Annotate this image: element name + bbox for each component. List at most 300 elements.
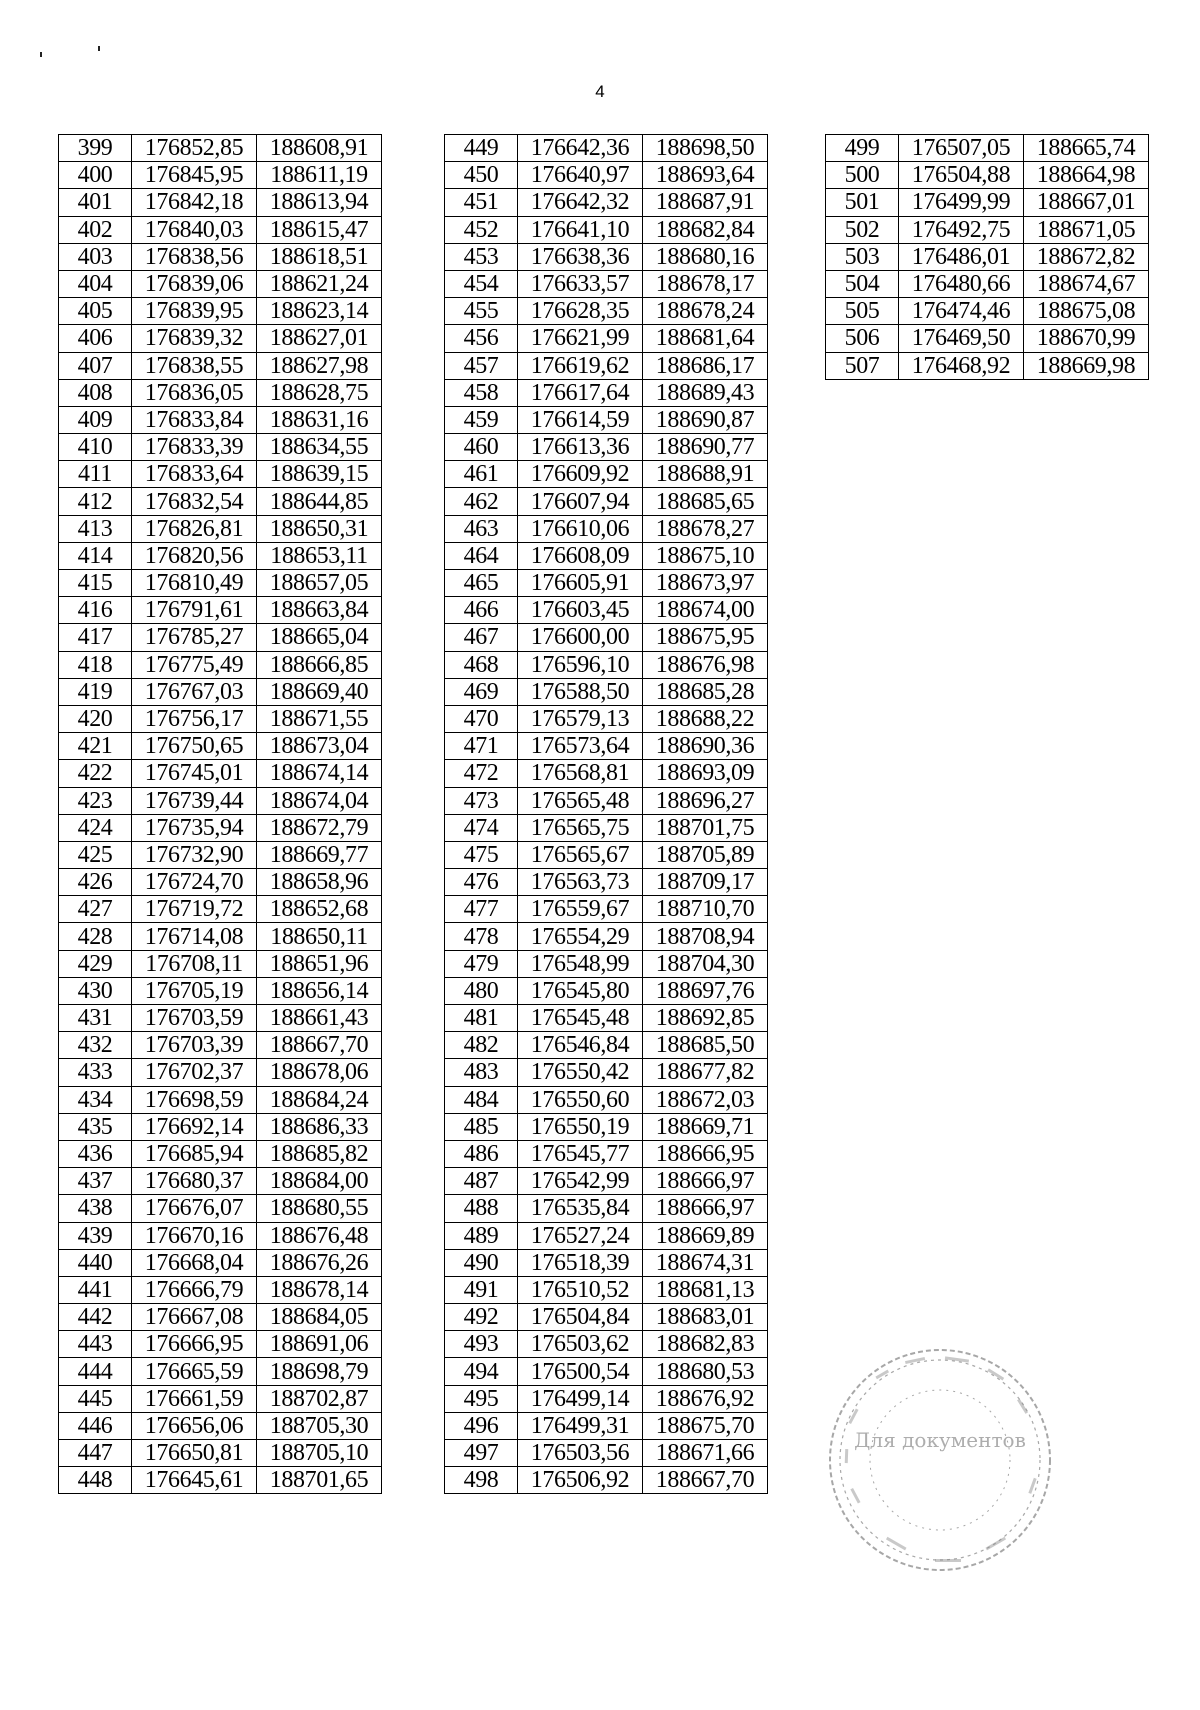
table-row	[445, 1168, 768, 1195]
table-row	[445, 243, 768, 270]
x-coordinate-cell: 176613,36	[518, 434, 643, 461]
table-row	[445, 434, 768, 461]
x-coordinate-cell: 176621,99	[518, 325, 643, 352]
table-row	[59, 1195, 382, 1222]
scan-speck	[98, 46, 100, 51]
table-row	[826, 298, 1149, 325]
point-number-cell: 494	[445, 1358, 518, 1385]
x-coordinate-cell: 176852,85	[132, 135, 257, 162]
x-coordinate-cell: 176603,45	[518, 597, 643, 624]
point-number-cell: 408	[59, 379, 132, 406]
x-coordinate-cell: 176550,19	[518, 1113, 643, 1140]
x-coordinate-cell: 176545,48	[518, 1005, 643, 1032]
page-number: 4	[595, 82, 605, 101]
point-number-cell: 481	[445, 1005, 518, 1032]
y-coordinate-cell: 188675,70	[643, 1412, 768, 1439]
point-number-cell: 464	[445, 542, 518, 569]
table-row	[59, 1222, 382, 1249]
point-number-cell: 432	[59, 1032, 132, 1059]
table-row	[59, 434, 382, 461]
x-coordinate-cell: 176833,64	[132, 461, 257, 488]
point-number-cell: 468	[445, 651, 518, 678]
point-number-cell: 413	[59, 515, 132, 542]
table-row	[445, 814, 768, 841]
y-coordinate-cell: 188678,17	[643, 270, 768, 297]
y-coordinate-cell: 188693,64	[643, 162, 768, 189]
table-row	[445, 488, 768, 515]
table-row	[445, 461, 768, 488]
y-coordinate-cell: 188674,67	[1024, 270, 1149, 297]
point-number-cell: 487	[445, 1168, 518, 1195]
table-row	[59, 379, 382, 406]
table-row	[826, 162, 1149, 189]
x-coordinate-cell: 176750,65	[132, 733, 257, 760]
x-coordinate-cell: 176661,59	[132, 1385, 257, 1412]
y-coordinate-cell: 188676,26	[257, 1249, 382, 1276]
x-coordinate-cell: 176680,37	[132, 1168, 257, 1195]
point-number-cell: 416	[59, 597, 132, 624]
table-row	[59, 1440, 382, 1467]
table-row	[445, 1331, 768, 1358]
point-number-cell: 440	[59, 1249, 132, 1276]
x-coordinate-cell: 176638,36	[518, 243, 643, 270]
y-coordinate-cell: 188644,85	[257, 488, 382, 515]
point-number-cell: 425	[59, 841, 132, 868]
table-row	[59, 678, 382, 705]
point-number-cell: 460	[445, 434, 518, 461]
coordinates-table-2	[444, 134, 768, 1494]
point-number-cell: 442	[59, 1304, 132, 1331]
point-number-cell: 430	[59, 977, 132, 1004]
table-row	[826, 270, 1149, 297]
y-coordinate-cell: 188666,97	[643, 1195, 768, 1222]
table-row	[59, 461, 382, 488]
table-row	[826, 325, 1149, 352]
x-coordinate-cell: 176605,91	[518, 570, 643, 597]
y-coordinate-cell: 188669,77	[257, 841, 382, 868]
table-row	[445, 189, 768, 216]
table-row	[445, 1358, 768, 1385]
table-row	[445, 270, 768, 297]
y-coordinate-cell: 188697,76	[643, 977, 768, 1004]
y-coordinate-cell: 188675,95	[643, 624, 768, 651]
y-coordinate-cell: 188686,33	[257, 1113, 382, 1140]
table-row	[445, 1276, 768, 1303]
point-number-cell: 433	[59, 1059, 132, 1086]
y-coordinate-cell: 188657,05	[257, 570, 382, 597]
table-row	[59, 977, 382, 1004]
x-coordinate-cell: 176665,59	[132, 1358, 257, 1385]
y-coordinate-cell: 188698,50	[643, 135, 768, 162]
point-number-cell: 445	[59, 1385, 132, 1412]
point-number-cell: 414	[59, 542, 132, 569]
point-number-cell: 431	[59, 1005, 132, 1032]
x-coordinate-cell: 176559,67	[518, 896, 643, 923]
x-coordinate-cell: 176546,84	[518, 1032, 643, 1059]
y-coordinate-cell: 188680,53	[643, 1358, 768, 1385]
x-coordinate-cell: 176518,39	[518, 1249, 643, 1276]
x-coordinate-cell: 176642,36	[518, 135, 643, 162]
point-number-cell: 503	[826, 243, 899, 270]
y-coordinate-cell: 188686,17	[643, 352, 768, 379]
table-row	[59, 162, 382, 189]
x-coordinate-cell: 176607,94	[518, 488, 643, 515]
y-coordinate-cell: 188669,40	[257, 678, 382, 705]
table-row	[59, 515, 382, 542]
table-row	[59, 1059, 382, 1086]
y-coordinate-cell: 188661,43	[257, 1005, 382, 1032]
x-coordinate-cell: 176579,13	[518, 705, 643, 732]
seal-stamp	[825, 1345, 1055, 1575]
y-coordinate-cell: 188667,70	[257, 1032, 382, 1059]
table-row	[59, 488, 382, 515]
x-coordinate-cell: 176826,81	[132, 515, 257, 542]
y-coordinate-cell: 188680,55	[257, 1195, 382, 1222]
point-number-cell: 459	[445, 406, 518, 433]
table-row	[445, 705, 768, 732]
x-coordinate-cell: 176836,05	[132, 379, 257, 406]
x-coordinate-cell: 176619,62	[518, 352, 643, 379]
table-row	[59, 216, 382, 243]
table-row	[59, 1168, 382, 1195]
point-number-cell: 452	[445, 216, 518, 243]
x-coordinate-cell: 176492,75	[899, 216, 1024, 243]
point-number-cell: 423	[59, 787, 132, 814]
y-coordinate-cell: 188666,95	[643, 1140, 768, 1167]
x-coordinate-cell: 176703,59	[132, 1005, 257, 1032]
table-row	[445, 1412, 768, 1439]
table-row	[59, 1467, 382, 1494]
table-row	[59, 189, 382, 216]
y-coordinate-cell: 188691,06	[257, 1331, 382, 1358]
point-number-cell: 454	[445, 270, 518, 297]
x-coordinate-cell: 176810,49	[132, 570, 257, 597]
y-coordinate-cell: 188678,24	[643, 298, 768, 325]
point-number-cell: 495	[445, 1385, 518, 1412]
y-coordinate-cell: 188688,91	[643, 461, 768, 488]
point-number-cell: 409	[59, 406, 132, 433]
y-coordinate-cell: 188705,30	[257, 1412, 382, 1439]
x-coordinate-cell: 176839,06	[132, 270, 257, 297]
point-number-cell: 426	[59, 869, 132, 896]
y-coordinate-cell: 188701,75	[643, 814, 768, 841]
point-number-cell: 470	[445, 705, 518, 732]
table-row	[445, 869, 768, 896]
x-coordinate-cell: 176573,64	[518, 733, 643, 760]
x-coordinate-cell: 176545,80	[518, 977, 643, 1004]
table-row	[59, 1385, 382, 1412]
table-row	[445, 216, 768, 243]
x-coordinate-cell: 176785,27	[132, 624, 257, 651]
x-coordinate-cell: 176609,92	[518, 461, 643, 488]
table-row	[59, 597, 382, 624]
point-number-cell: 477	[445, 896, 518, 923]
point-number-cell: 439	[59, 1222, 132, 1249]
table-row	[59, 624, 382, 651]
x-coordinate-cell: 176499,99	[899, 189, 1024, 216]
point-number-cell: 497	[445, 1440, 518, 1467]
point-number-cell: 492	[445, 1304, 518, 1331]
y-coordinate-cell: 188669,98	[1024, 352, 1149, 379]
point-number-cell: 437	[59, 1168, 132, 1195]
x-coordinate-cell: 176503,62	[518, 1331, 643, 1358]
y-coordinate-cell: 188656,14	[257, 977, 382, 1004]
point-number-cell: 446	[59, 1412, 132, 1439]
point-number-cell: 400	[59, 162, 132, 189]
point-number-cell: 402	[59, 216, 132, 243]
x-coordinate-cell: 176840,03	[132, 216, 257, 243]
table-row	[59, 787, 382, 814]
point-number-cell: 427	[59, 896, 132, 923]
x-coordinate-cell: 176833,39	[132, 434, 257, 461]
x-coordinate-cell: 176548,99	[518, 950, 643, 977]
y-coordinate-cell: 188671,66	[643, 1440, 768, 1467]
y-coordinate-cell: 188683,01	[643, 1304, 768, 1331]
point-number-cell: 476	[445, 869, 518, 896]
table-row	[59, 705, 382, 732]
point-number-cell: 462	[445, 488, 518, 515]
y-coordinate-cell: 188676,92	[643, 1385, 768, 1412]
table-row	[445, 923, 768, 950]
y-coordinate-cell: 188682,84	[643, 216, 768, 243]
point-number-cell: 401	[59, 189, 132, 216]
table-row	[445, 1195, 768, 1222]
x-coordinate-cell: 176504,88	[899, 162, 1024, 189]
y-coordinate-cell: 188678,14	[257, 1276, 382, 1303]
point-number-cell: 482	[445, 1032, 518, 1059]
table-row	[445, 1440, 768, 1467]
point-number-cell: 502	[826, 216, 899, 243]
y-coordinate-cell: 188618,51	[257, 243, 382, 270]
y-coordinate-cell: 188690,87	[643, 406, 768, 433]
y-coordinate-cell: 188696,27	[643, 787, 768, 814]
x-coordinate-cell: 176698,59	[132, 1086, 257, 1113]
y-coordinate-cell: 188708,94	[643, 923, 768, 950]
x-coordinate-cell: 176745,01	[132, 760, 257, 787]
point-number-cell: 441	[59, 1276, 132, 1303]
point-number-cell: 405	[59, 298, 132, 325]
table-row	[445, 570, 768, 597]
point-number-cell: 435	[59, 1113, 132, 1140]
y-coordinate-cell: 188685,65	[643, 488, 768, 515]
x-coordinate-cell: 176724,70	[132, 869, 257, 896]
y-coordinate-cell: 188613,94	[257, 189, 382, 216]
table-row	[445, 1086, 768, 1113]
point-number-cell: 490	[445, 1249, 518, 1276]
y-coordinate-cell: 188681,64	[643, 325, 768, 352]
table-row	[445, 352, 768, 379]
y-coordinate-cell: 188692,85	[643, 1005, 768, 1032]
y-coordinate-cell: 188676,98	[643, 651, 768, 678]
table-row	[59, 869, 382, 896]
point-number-cell: 411	[59, 461, 132, 488]
point-number-cell: 447	[59, 1440, 132, 1467]
point-number-cell: 458	[445, 379, 518, 406]
point-number-cell: 499	[826, 135, 899, 162]
y-coordinate-cell: 188705,89	[643, 841, 768, 868]
y-coordinate-cell: 188702,87	[257, 1385, 382, 1412]
x-coordinate-cell: 176670,16	[132, 1222, 257, 1249]
table-row	[445, 298, 768, 325]
point-number-cell: 469	[445, 678, 518, 705]
x-coordinate-cell: 176756,17	[132, 705, 257, 732]
x-coordinate-cell: 176838,55	[132, 352, 257, 379]
y-coordinate-cell: 188623,14	[257, 298, 382, 325]
y-coordinate-cell: 188667,70	[643, 1467, 768, 1494]
coordinates-table-3	[825, 134, 1149, 380]
table-row	[445, 787, 768, 814]
point-number-cell: 412	[59, 488, 132, 515]
table-row	[826, 135, 1149, 162]
point-number-cell: 424	[59, 814, 132, 841]
y-coordinate-cell: 188650,31	[257, 515, 382, 542]
x-coordinate-cell: 176527,24	[518, 1222, 643, 1249]
x-coordinate-cell: 176708,11	[132, 950, 257, 977]
point-number-cell: 429	[59, 950, 132, 977]
x-coordinate-cell: 176641,10	[518, 216, 643, 243]
table-row	[59, 1331, 382, 1358]
x-coordinate-cell: 176628,35	[518, 298, 643, 325]
table-row	[826, 243, 1149, 270]
x-coordinate-cell: 176832,54	[132, 488, 257, 515]
point-number-cell: 504	[826, 270, 899, 297]
y-coordinate-cell: 188678,06	[257, 1059, 382, 1086]
x-coordinate-cell: 176642,32	[518, 189, 643, 216]
x-coordinate-cell: 176676,07	[132, 1195, 257, 1222]
point-number-cell: 465	[445, 570, 518, 597]
table-row	[59, 135, 382, 162]
y-coordinate-cell: 188676,48	[257, 1222, 382, 1249]
point-number-cell: 461	[445, 461, 518, 488]
point-number-cell: 406	[59, 325, 132, 352]
x-coordinate-cell: 176845,95	[132, 162, 257, 189]
y-coordinate-cell: 188665,74	[1024, 135, 1149, 162]
x-coordinate-cell: 176666,95	[132, 1331, 257, 1358]
y-coordinate-cell: 188669,71	[643, 1113, 768, 1140]
point-number-cell: 471	[445, 733, 518, 760]
point-number-cell: 501	[826, 189, 899, 216]
x-coordinate-cell: 176504,84	[518, 1304, 643, 1331]
y-coordinate-cell: 188673,04	[257, 733, 382, 760]
x-coordinate-cell: 176554,29	[518, 923, 643, 950]
x-coordinate-cell: 176596,10	[518, 651, 643, 678]
point-number-cell: 443	[59, 1331, 132, 1358]
table-row	[59, 814, 382, 841]
table-row	[59, 1358, 382, 1385]
x-coordinate-cell: 176739,44	[132, 787, 257, 814]
y-coordinate-cell: 188670,99	[1024, 325, 1149, 352]
x-coordinate-cell: 176767,03	[132, 678, 257, 705]
table-row	[445, 1140, 768, 1167]
x-coordinate-cell: 176732,90	[132, 841, 257, 868]
x-coordinate-cell: 176685,94	[132, 1140, 257, 1167]
x-coordinate-cell: 176719,72	[132, 896, 257, 923]
point-number-cell: 444	[59, 1358, 132, 1385]
table-row	[445, 542, 768, 569]
x-coordinate-cell: 176614,59	[518, 406, 643, 433]
y-coordinate-cell: 188653,11	[257, 542, 382, 569]
y-coordinate-cell: 188611,19	[257, 162, 382, 189]
y-coordinate-cell: 188664,98	[1024, 162, 1149, 189]
x-coordinate-cell: 176550,60	[518, 1086, 643, 1113]
table-row	[445, 950, 768, 977]
table-row	[59, 406, 382, 433]
x-coordinate-cell: 176702,37	[132, 1059, 257, 1086]
point-number-cell: 506	[826, 325, 899, 352]
point-number-cell: 483	[445, 1059, 518, 1086]
y-coordinate-cell: 188672,03	[643, 1086, 768, 1113]
y-coordinate-cell: 188627,98	[257, 352, 382, 379]
table-row	[445, 733, 768, 760]
scan-speck	[40, 52, 42, 57]
table-row	[826, 352, 1149, 379]
x-coordinate-cell: 176667,08	[132, 1304, 257, 1331]
table-row	[59, 542, 382, 569]
point-number-cell: 428	[59, 923, 132, 950]
y-coordinate-cell: 188684,05	[257, 1304, 382, 1331]
y-coordinate-cell: 188690,36	[643, 733, 768, 760]
x-coordinate-cell: 176640,97	[518, 162, 643, 189]
table-row	[445, 1005, 768, 1032]
table-row	[59, 1032, 382, 1059]
point-number-cell: 422	[59, 760, 132, 787]
x-coordinate-cell: 176633,57	[518, 270, 643, 297]
point-number-cell: 403	[59, 243, 132, 270]
table-row	[59, 1086, 382, 1113]
y-coordinate-cell: 188701,65	[257, 1467, 382, 1494]
point-number-cell: 473	[445, 787, 518, 814]
y-coordinate-cell: 188675,10	[643, 542, 768, 569]
point-number-cell: 410	[59, 434, 132, 461]
x-coordinate-cell: 176565,75	[518, 814, 643, 841]
point-number-cell: 463	[445, 515, 518, 542]
y-coordinate-cell: 188666,97	[643, 1168, 768, 1195]
x-coordinate-cell: 176650,81	[132, 1440, 257, 1467]
point-number-cell: 491	[445, 1276, 518, 1303]
table-row	[59, 570, 382, 597]
x-coordinate-cell: 176468,92	[899, 352, 1024, 379]
table-row	[445, 841, 768, 868]
y-coordinate-cell: 188685,28	[643, 678, 768, 705]
table-row	[59, 923, 382, 950]
x-coordinate-cell: 176617,64	[518, 379, 643, 406]
table-row	[445, 896, 768, 923]
point-number-cell: 478	[445, 923, 518, 950]
y-coordinate-cell: 188608,91	[257, 135, 382, 162]
y-coordinate-cell: 188674,31	[643, 1249, 768, 1276]
table-row	[826, 189, 1149, 216]
y-coordinate-cell: 188687,91	[643, 189, 768, 216]
table-row	[59, 950, 382, 977]
table-row	[445, 135, 768, 162]
point-number-cell: 489	[445, 1222, 518, 1249]
point-number-cell: 496	[445, 1412, 518, 1439]
point-number-cell: 480	[445, 977, 518, 1004]
point-number-cell: 399	[59, 135, 132, 162]
table-row	[445, 977, 768, 1004]
x-coordinate-cell: 176503,56	[518, 1440, 643, 1467]
point-number-cell: 420	[59, 705, 132, 732]
y-coordinate-cell: 188693,09	[643, 760, 768, 787]
y-coordinate-cell: 188666,85	[257, 651, 382, 678]
x-coordinate-cell: 176668,04	[132, 1249, 257, 1276]
table-row	[445, 379, 768, 406]
point-number-cell: 479	[445, 950, 518, 977]
x-coordinate-cell: 176645,61	[132, 1467, 257, 1494]
y-coordinate-cell: 188684,00	[257, 1168, 382, 1195]
x-coordinate-cell: 176568,81	[518, 760, 643, 787]
table-row	[445, 1222, 768, 1249]
